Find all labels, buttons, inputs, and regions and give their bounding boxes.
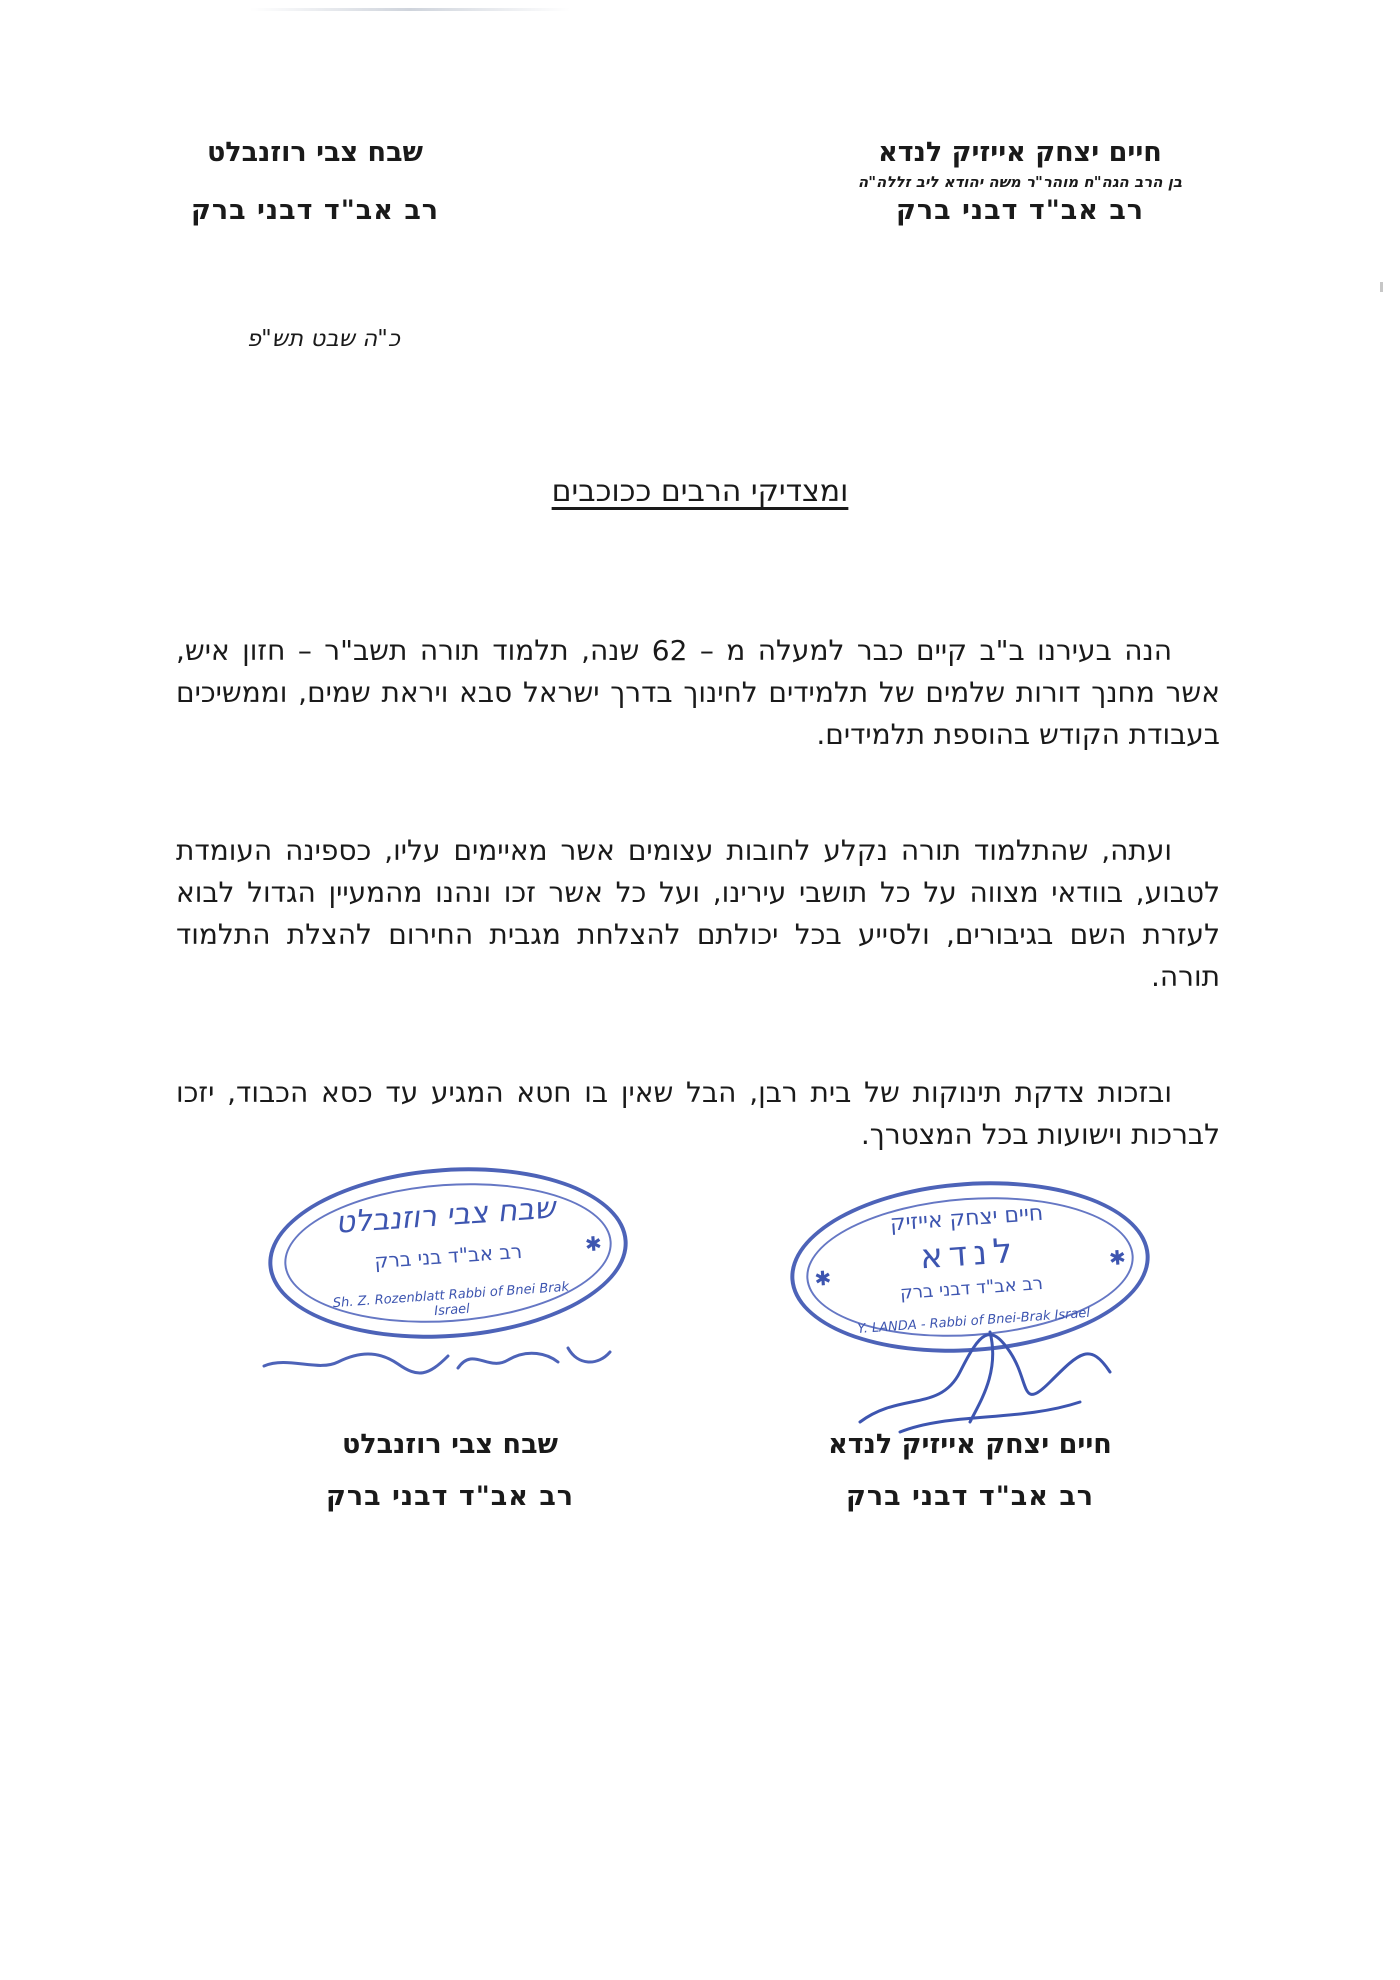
stamp-left-title: רב אב"ד בני ברק [373,1238,523,1274]
letter-paragraph-1 [176,630,1220,756]
star-icon: ✱ [1108,1245,1127,1271]
stamp-right-name: חיים יצחק אייזיק [889,1200,1045,1237]
handwritten-signature-right [840,1312,1140,1442]
stamp-right-surname: לנדא [918,1230,1020,1278]
scan-edge-mark [1380,282,1383,292]
signature-block-right [790,1428,1150,1514]
letterhead-left [150,136,480,228]
stamp-left-english: Sh. Z. Rozenblatt Rabbi of Bnei Brak Israel [332,1279,570,1320]
top-scan-line [250,8,570,11]
signature-right-name: חיים יצחק אייזיק לנדא [828,1429,1112,1460]
letterhead-left-name: שבח צבי רוזנבלט [206,137,424,168]
letter-date: כ"ה שבט תש"פ [246,326,400,352]
rabbi-rozenblatt-stamp [263,1156,634,1351]
stamp-right-title: רב אב"ד דבני ברק [899,1272,1044,1304]
handwritten-signature-left [258,1326,618,1386]
signature-left-role: רב אב"ד דבני ברק [325,1481,575,1512]
paragraph-2-text: ועתה, שהתלמוד תורה נקלע לחובות עצומים אשר מאיימים עליו, כספינה העומדת לטבוע, בוודאי מצווה על כל תושבי עירינו, ועל כל אשר זכו ונהנו מהמעיין הגדול לבוא לעזרת השם בגיבורים, ולסייע בכל יכולתם להצלחת מגבית החירום להצלת התלמוד תורה. [176,834,1220,993]
star-icon: ✱ [584,1231,603,1257]
letter-paragraph-2 [176,830,1220,998]
letterhead-right-lineage: בן הרב הגה"ח מוהר"ר משה יהודא ליב זללה"ה [857,173,1183,191]
letterhead-left-role: רב אב"ד דבני ברק [190,195,440,226]
paragraph-1-text: הנה בעירנו ב"ב קיים כבר למעלה מ – 62 שנה, תלמוד תורה תשב"ר – חזון איש, אשר מחנך דורות שלמים של תלמידים לחינוך בדרך ישראל סבא ויראת שמים, וממשיכים בעבודת הקודש בהוספת תלמידים. [176,634,1220,751]
stamp-right-english: Y. LANDA - Rabbi of Bnei-Brak Israel [857,1305,1091,1337]
star-icon: ✱ [813,1265,833,1291]
letterhead-right-name: חיים יצחק אייזיק לנדא [878,137,1162,168]
signature-left-name: שבח צבי רוזנבלט [341,1429,559,1460]
letterhead-right-role: רב אב"ד דבני ברק [895,195,1145,226]
paragraph-3-text: ובזכות צדקת תינוקות של בית רבן, הבל שאין בו חטא המגיע עד כסא הכבוד, יזכו לברכות וישועות בכל המצטרך. [176,1076,1220,1151]
signature-block-left [290,1428,610,1514]
signature-right-role: רב אב"ד דבני ברק [845,1481,1095,1512]
letterhead-right [800,136,1240,228]
stamp-left-name: שבח צבי רוזנבלט [334,1190,557,1241]
letter-heading: ומצדיקי הרבים ככוכבים [551,474,849,509]
letter-paragraph-3 [176,1072,1220,1156]
